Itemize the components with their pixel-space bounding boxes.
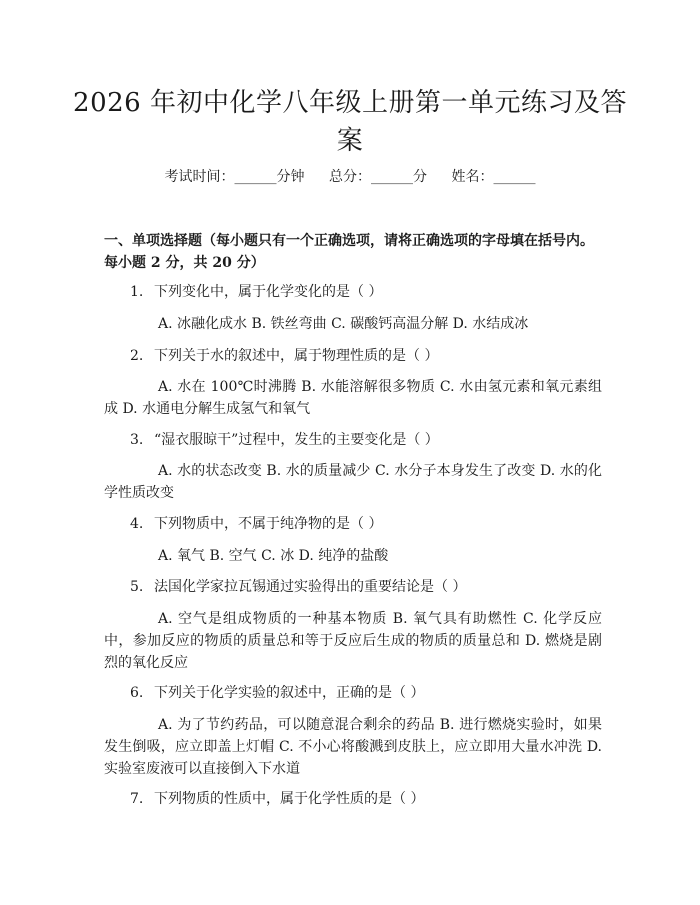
question-stem <box>104 345 602 367</box>
question-text: 下列关于化学实验的叙述中，正确的是（ ） <box>154 685 425 701</box>
question-number: 5. <box>130 579 144 595</box>
student-name-field: 姓名：______ <box>451 169 536 185</box>
document-title: 2026 年初中化学八年级上册第一单元练习及答案 <box>73 88 627 156</box>
question-stem <box>104 682 602 704</box>
question-number: 1. <box>130 284 144 300</box>
question-number: 6. <box>130 685 144 701</box>
question-text: 法国化学家拉瓦锡通过实验得出的重要结论是（ ） <box>154 579 467 595</box>
question-text: 下列物质中，不属于纯净物的是（ ） <box>154 516 383 532</box>
exam-time-field: 考试时间：______分钟 <box>164 169 305 185</box>
question-text: 下列物质的性质中，属于化学性质的是（ ） <box>154 791 425 807</box>
question-number: 3. <box>130 432 144 448</box>
question-stem <box>104 281 602 303</box>
question-stem <box>104 429 602 451</box>
question-number: 7. <box>130 791 144 807</box>
question-options: A. 空气是组成物质的一种基本物质 B. 氧气具有助燃性 C. 化学反应中，参加反应的物质的质量总和等于反应后生成的物质的质量总和 D. 燃烧是剧烈的氧化反应 <box>104 611 602 671</box>
total-score-field: 总分：______分 <box>329 169 427 185</box>
question-number: 2. <box>130 348 144 364</box>
question-stem <box>104 513 602 535</box>
question-options: A. 为了节约药品，可以随意混合剩余的药品 B. 进行燃烧实验时，如果发生倒吸，应立即盖上灯帽 C. 不小心将酸溅到皮肤上，应立即用大量水冲洗 D. 实验室废液可以直接倒入下水道 <box>104 717 602 777</box>
question-options: A. 水的状态改变 B. 水的质量减少 C. 水分子本身发生了改变 D. 水的化学性质改变 <box>104 463 602 501</box>
question-stem <box>104 788 602 810</box>
question-text: “湿衣服晾干”过程中，发生的主要变化是（ ） <box>154 432 439 448</box>
question-text: 下列关于水的叙述中，属于物理性质的是（ ） <box>154 348 439 364</box>
question-number: 4. <box>130 516 144 532</box>
section-heading: 一、单项选择题（每小题只有一个正确选项，请将正确选项的字母填在括号内。每小题 2 分，共 20 分） <box>104 233 594 271</box>
exam-info-line <box>0 166 700 188</box>
question-stem <box>104 576 602 598</box>
question-options: A. 冰融化成水 B. 铁丝弯曲 C. 碳酸钙高温分解 D. 水结成冰 <box>158 316 529 332</box>
question-options: A. 水在 100℃时沸腾 B. 水能溶解很多物质 C. 水由氢元素和氧元素组成 D. 水通电分解生成氢气和氧气 <box>104 379 602 417</box>
question-options: A. 氧气 B. 空气 C. 冰 D. 纯净的盐酸 <box>158 548 389 564</box>
question-text: 下列变化中，属于化学变化的是（ ） <box>154 284 383 300</box>
